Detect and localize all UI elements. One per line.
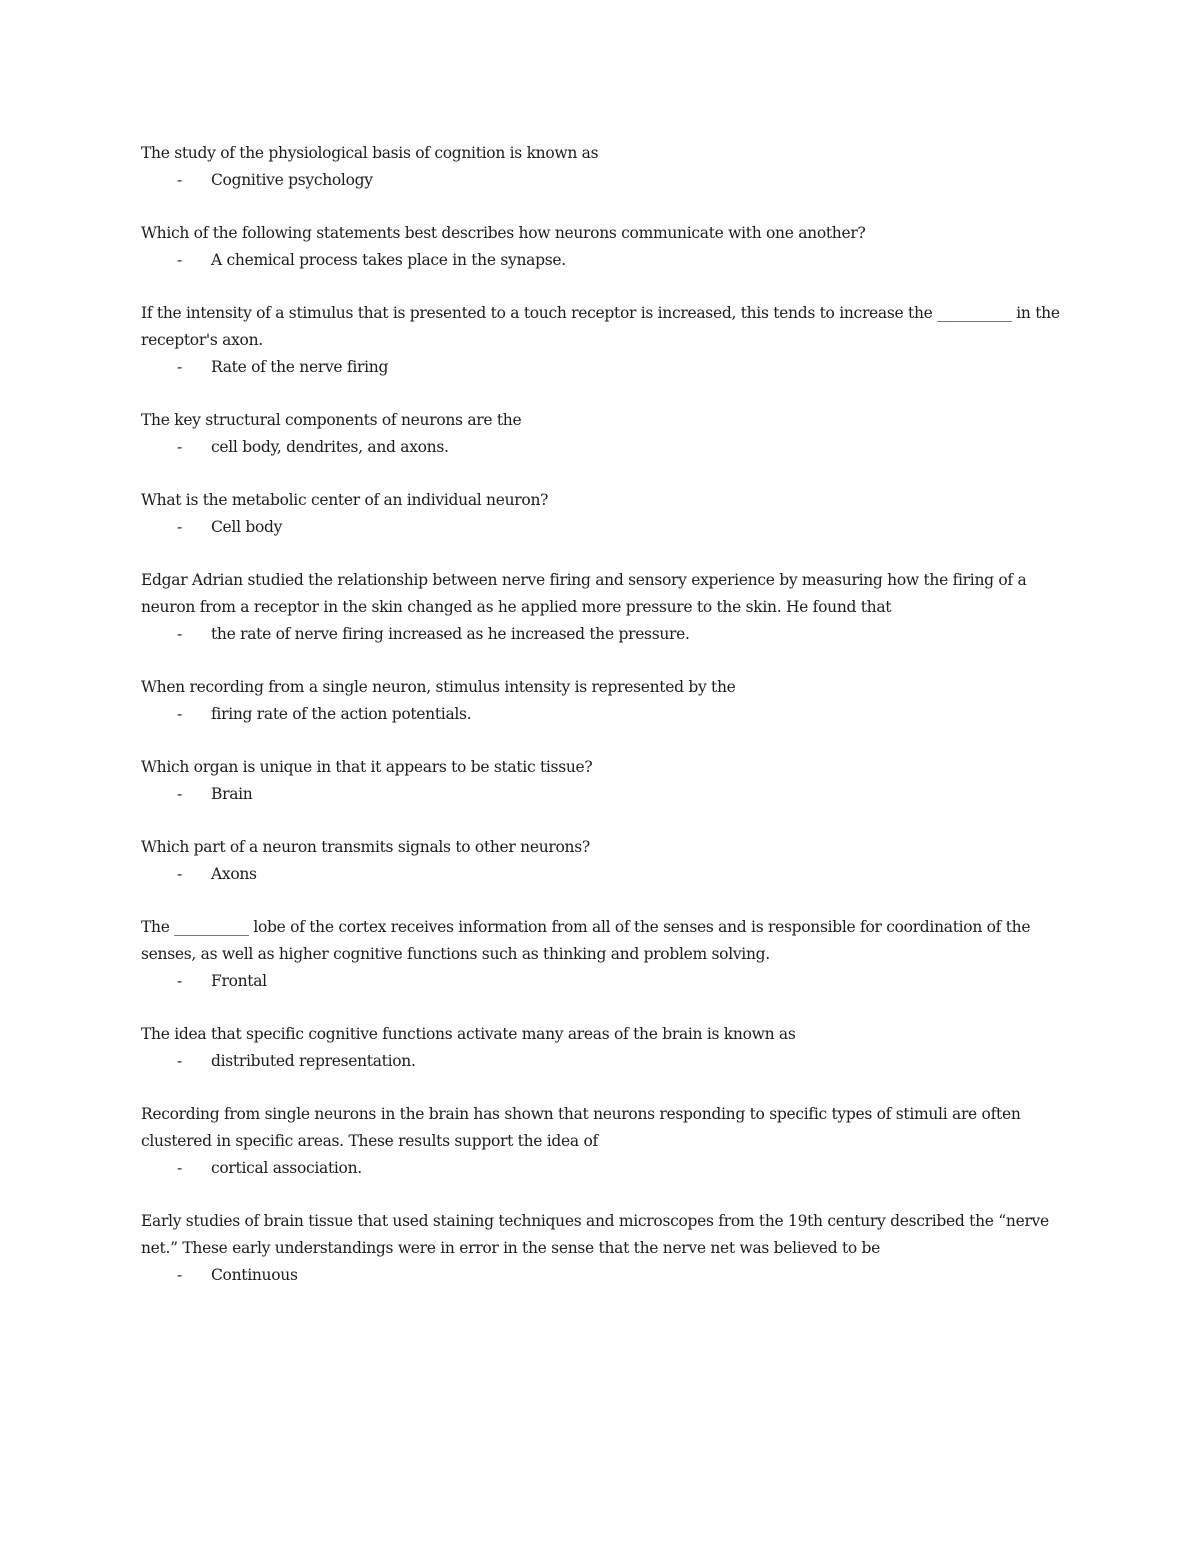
answer-text: distributed representation. xyxy=(211,1052,416,1070)
qa-item xyxy=(141,1208,1071,1289)
qa-item xyxy=(141,914,1071,995)
qa-item xyxy=(141,834,1071,888)
answer-dash: - xyxy=(177,251,182,269)
answer-item xyxy=(141,354,1071,381)
question-text: The __________ lobe of the cortex receives information from all of the senses and is responsible for coordination of the senses, as well as higher cognitive functions such as thinking and problem solving. xyxy=(141,918,1035,963)
answer-text: cell body, dendrites, and axons. xyxy=(211,438,449,456)
qa-item xyxy=(141,407,1071,461)
answer-text: Cell body xyxy=(211,518,283,536)
answer-item xyxy=(141,167,1071,194)
answer-item xyxy=(141,1262,1071,1289)
answer-item xyxy=(141,968,1071,995)
answer-text: Frontal xyxy=(211,972,267,990)
answer-text: Brain xyxy=(211,785,253,803)
answer-text: firing rate of the action potentials. xyxy=(211,705,472,723)
answer-text: A chemical process takes place in the synapse. xyxy=(211,251,566,269)
question-text: Which of the following statements best describes how neurons communicate with one another? xyxy=(141,224,866,242)
answer-text: cortical association. xyxy=(211,1159,362,1177)
answer-dash: - xyxy=(177,438,182,456)
answer-dash: - xyxy=(177,171,182,189)
question-text: What is the metabolic center of an individual neuron? xyxy=(141,491,549,509)
qa-item xyxy=(141,220,1071,274)
document-body xyxy=(141,140,1071,1315)
answer-dash: - xyxy=(177,625,182,643)
answer-dash: - xyxy=(177,972,182,990)
qa-item xyxy=(141,487,1071,541)
answer-dash: - xyxy=(177,518,182,536)
qa-item xyxy=(141,300,1071,381)
question-text: Early studies of brain tissue that used staining techniques and microscopes from the 19th century described the “nerve net.” These early understandings were in error in the sense that the nerve net was believed to be xyxy=(141,1212,1054,1257)
question-text: If the intensity of a stimulus that is presented to a touch receptor is increased, this tends to increase the __________ in the receptor's axon. xyxy=(141,304,1065,349)
qa-item xyxy=(141,140,1071,194)
answer-dash: - xyxy=(177,1052,182,1070)
qa-item xyxy=(141,674,1071,728)
answer-item xyxy=(141,781,1071,808)
answer-item xyxy=(141,247,1071,274)
answer-text: the rate of nerve firing increased as he increased the pressure. xyxy=(211,625,690,643)
qa-item xyxy=(141,567,1071,648)
answer-dash: - xyxy=(177,705,182,723)
qa-item xyxy=(141,1021,1071,1075)
answer-dash: - xyxy=(177,1159,182,1177)
answer-item xyxy=(141,1048,1071,1075)
answer-item xyxy=(141,434,1071,461)
answer-item xyxy=(141,1155,1071,1182)
answer-item xyxy=(141,514,1071,541)
question-text: When recording from a single neuron, stimulus intensity is represented by the xyxy=(141,678,736,696)
answer-dash: - xyxy=(177,1266,182,1284)
answer-item xyxy=(141,621,1071,648)
answer-item xyxy=(141,861,1071,888)
answer-dash: - xyxy=(177,785,182,803)
answer-dash: - xyxy=(177,865,182,883)
answer-text: Continuous xyxy=(211,1266,298,1284)
question-text: Which organ is unique in that it appears to be static tissue? xyxy=(141,758,593,776)
answer-item xyxy=(141,701,1071,728)
answer-text: Rate of the nerve firing xyxy=(211,358,389,376)
question-text: The key structural components of neurons are the xyxy=(141,411,522,429)
qa-item xyxy=(141,1101,1071,1182)
question-text: The idea that specific cognitive functions activate many areas of the brain is known as xyxy=(141,1025,796,1043)
question-text: Edgar Adrian studied the relationship between nerve firing and sensory experience by measuring how the firing of a neuron from a receptor in the skin changed as he applied more pressure to the skin. He found that xyxy=(141,571,1032,616)
qa-item xyxy=(141,754,1071,808)
answer-text: Cognitive psychology xyxy=(211,171,373,189)
question-text: Which part of a neuron transmits signals to other neurons? xyxy=(141,838,590,856)
answer-dash: - xyxy=(177,358,182,376)
question-text: The study of the physiological basis of cognition is known as xyxy=(141,144,599,162)
answer-text: Axons xyxy=(211,865,257,883)
question-text: Recording from single neurons in the brain has shown that neurons responding to specific types of stimuli are often clustered in specific areas. These results support the idea of xyxy=(141,1105,1026,1150)
